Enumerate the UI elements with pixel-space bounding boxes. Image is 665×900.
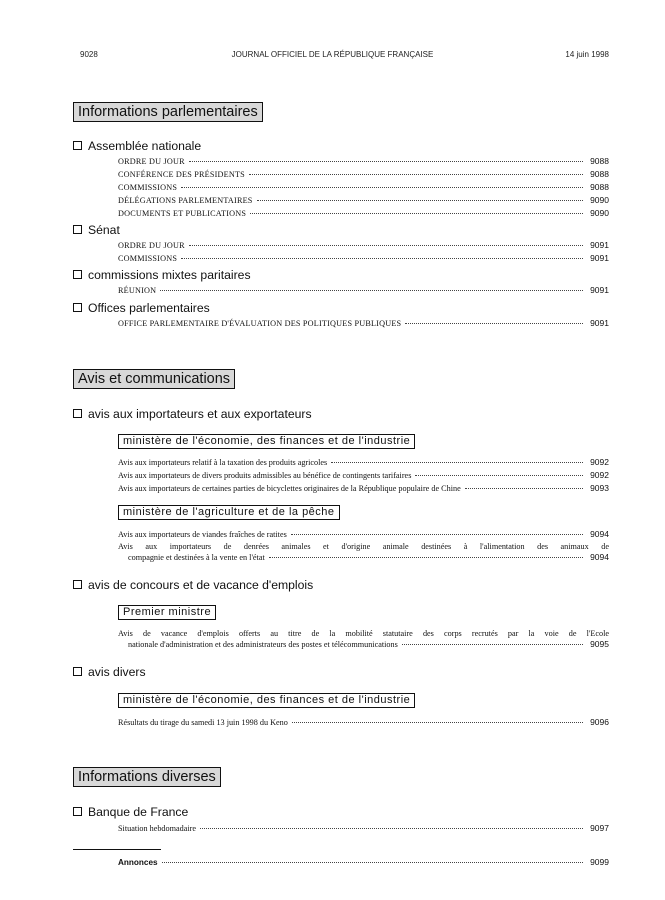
entry-label: DOCUMENTS ET PUBLICATIONS [118, 209, 247, 218]
entry-page: 9093 [590, 483, 609, 493]
toc-entry[interactable] [118, 182, 609, 193]
category-banque-de-france [73, 805, 188, 819]
toc-entry[interactable] [118, 253, 609, 264]
section-informations-parlementaires: Informations parlementaires [73, 102, 263, 122]
section-informations-diverses: Informations diverses [73, 767, 221, 787]
leader-dots [189, 245, 583, 246]
entry-label-line2: nationale d'administration et des administrateurs des postes et télécommunications [128, 640, 398, 649]
leader-dots [269, 557, 583, 558]
checkbox-bullet [73, 580, 82, 589]
entry-label: Avis aux importateurs relatif à la taxation des produits agricoles [118, 458, 328, 467]
toc-entry-annonces[interactable] [118, 857, 609, 868]
leader-dots [189, 161, 583, 162]
entry-label: Avis aux importateurs de certaines parties de bicyclettes originaires de la République populaire de Chine [118, 484, 461, 493]
entry-label: COMMISSIONS [118, 254, 178, 263]
category-commissions-mixtes [73, 268, 251, 282]
entry-label: DÉLÉGATIONS PARLEMENTAIRES [118, 196, 253, 205]
entry-label: ORDRE DU JOUR [118, 241, 185, 250]
toc-entry[interactable] [118, 240, 609, 251]
checkbox-bullet [73, 667, 82, 676]
leader-dots [292, 722, 583, 723]
category-title: avis aux importateurs et aux exportateurs [88, 407, 312, 421]
category-title: avis de concours et de vacance d'emplois [88, 578, 314, 592]
toc-entry[interactable] [118, 470, 609, 481]
leader-dots [465, 488, 583, 489]
entry-label: Résultats du tirage du samedi 13 juin 1998 du Keno [118, 718, 288, 727]
leader-dots [249, 174, 583, 175]
divider [73, 849, 161, 850]
leader-dots [291, 534, 583, 535]
toc-entry[interactable] [118, 285, 609, 296]
page-number: 9028 [80, 50, 98, 59]
entry-label-line2: compagnie et destinées à la vente en l'état [128, 553, 265, 562]
category-avis-concours [73, 578, 313, 592]
entry-page: 9090 [590, 208, 609, 218]
toc-entry[interactable] [118, 156, 609, 167]
entry-page: 9091 [590, 318, 609, 328]
leader-dots [402, 644, 583, 645]
category-avis-divers [73, 665, 146, 679]
category-title: avis divers [88, 665, 146, 679]
checkbox-bullet [73, 409, 82, 418]
ministry-label: ministère de l'économie, des finances et de l'industrie [118, 434, 415, 449]
toc-entry-multiline[interactable] [118, 629, 609, 650]
category-title: Banque de France [88, 805, 189, 819]
toc-entry-multiline[interactable] [118, 542, 609, 563]
leader-dots [181, 258, 583, 259]
checkbox-bullet [73, 807, 82, 816]
entry-label-line1: Avis de vacance d'emplois offerts au titre de la mobilité statutaire des corps recrutés par la voie de l'Ecole [118, 629, 609, 638]
entry-page: 9091 [590, 285, 609, 295]
leader-dots [200, 828, 583, 829]
entry-page: 9088 [590, 169, 609, 179]
entry-page: 9090 [590, 195, 609, 205]
leader-dots [162, 862, 583, 863]
toc-entry[interactable] [118, 318, 609, 329]
category-assemblee-nationale [73, 139, 201, 153]
entry-page: 9088 [590, 156, 609, 166]
toc-entry[interactable] [118, 195, 609, 206]
entry-page: 9095 [590, 639, 609, 649]
category-title: Assemblée nationale [88, 139, 202, 153]
entry-label: Situation hebdomadaire [118, 824, 196, 833]
toc-entry[interactable] [118, 823, 609, 834]
entry-page: 9094 [590, 529, 609, 539]
entry-label: OFFICE PARLEMENTAIRE D'ÉVALUATION DES POLITIQUES PUBLIQUES [118, 319, 402, 328]
entry-label: Annonces [118, 858, 158, 867]
checkbox-bullet [73, 270, 82, 279]
entry-page: 9097 [590, 823, 609, 833]
entry-label: RÉUNION [118, 286, 157, 295]
toc-entry[interactable] [118, 169, 609, 180]
entry-page: 9091 [590, 240, 609, 250]
entry-page: 9099 [590, 857, 609, 867]
category-title: Sénat [88, 223, 120, 237]
leader-dots [331, 462, 583, 463]
category-title: commissions mixtes paritaires [88, 268, 251, 282]
toc-entry[interactable] [118, 457, 609, 468]
issue-date: 14 juin 1998 [565, 50, 609, 59]
category-avis-importateurs [73, 407, 312, 421]
leader-dots [257, 200, 583, 201]
entry-label-line1: Avis aux importateurs de denrées animales et d'origine animale destinées à l'alimentation des animaux de [118, 542, 609, 551]
leader-dots [250, 213, 583, 214]
ministry-label: ministère de l'économie, des finances et de l'industrie [118, 693, 415, 708]
category-title: Offices parlementaires [88, 301, 210, 315]
toc-entry[interactable] [118, 483, 609, 494]
journal-title: JOURNAL OFFICIEL DE LA RÉPUBLIQUE FRANÇAISE [231, 50, 434, 59]
entry-page: 9096 [590, 717, 609, 727]
entry-page: 9094 [590, 552, 609, 562]
toc-entry[interactable] [118, 208, 609, 219]
category-offices-parlementaires [73, 301, 210, 315]
entry-page: 9091 [590, 253, 609, 263]
checkbox-bullet [73, 303, 82, 312]
entry-label: COMMISSIONS [118, 183, 178, 192]
ministry-label: Premier ministre [118, 605, 216, 620]
section-avis-et-communications: Avis et communications [73, 369, 235, 389]
entry-label: ORDRE DU JOUR [118, 157, 185, 166]
entry-page: 9092 [590, 457, 609, 467]
checkbox-bullet [73, 225, 82, 234]
leader-dots [160, 290, 583, 291]
leader-dots [181, 187, 583, 188]
entry-label: Avis aux importateurs de viandes fraîches de ratites [118, 530, 287, 539]
checkbox-bullet [73, 141, 82, 150]
category-senat [73, 223, 120, 237]
leader-dots [415, 475, 583, 476]
entry-label: CONFÉRENCE DES PRÉSIDENTS [118, 170, 245, 179]
entry-page: 9088 [590, 182, 609, 192]
entry-page: 9092 [590, 470, 609, 480]
leader-dots [405, 323, 583, 324]
toc-entry[interactable] [118, 529, 609, 540]
toc-entry[interactable] [118, 717, 609, 728]
entry-label: Avis aux importateurs de divers produits admissibles au bénéfice de contingents tarifaires [118, 471, 412, 480]
ministry-label: ministère de l'agriculture et de la pêche [118, 505, 340, 520]
